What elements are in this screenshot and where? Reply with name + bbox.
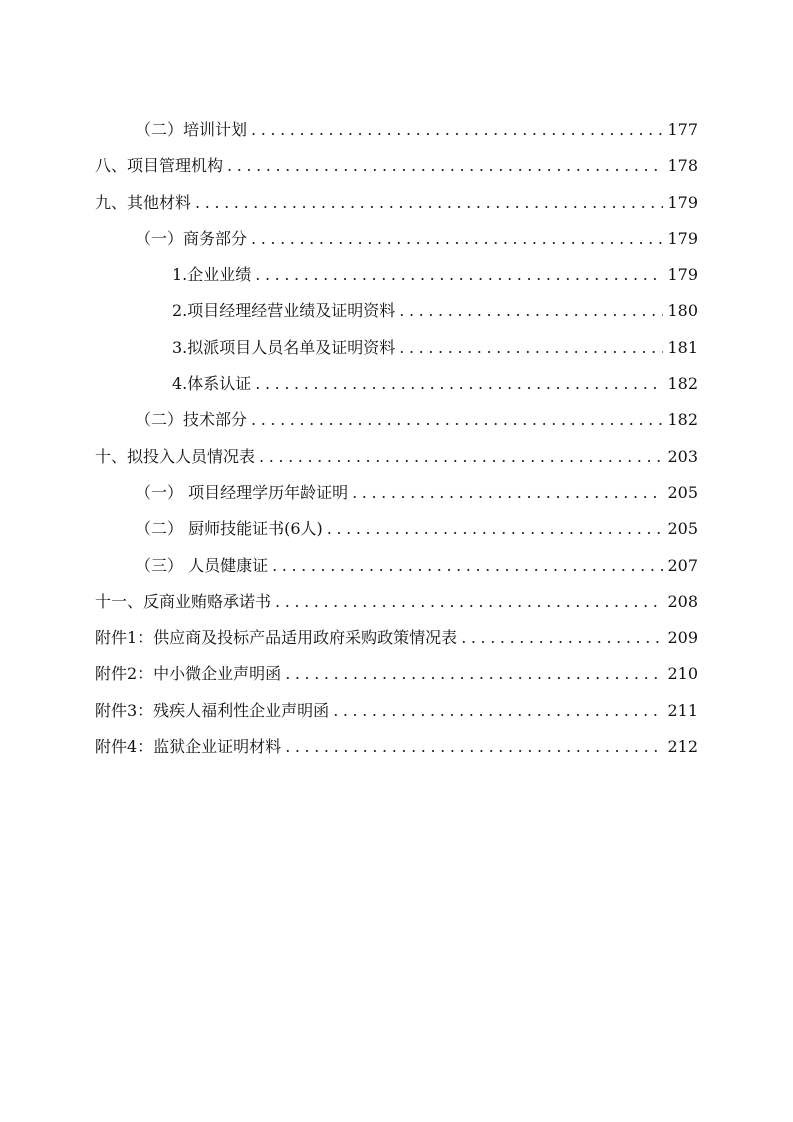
toc-entry-page: 182: [667, 410, 698, 430]
toc-entry-page: 179: [667, 192, 698, 212]
toc-entry[interactable]: [95, 445, 698, 481]
toc-entry-page: 179: [667, 265, 698, 285]
toc-leader-dots: [227, 154, 663, 178]
toc-entry[interactable]: [95, 227, 698, 263]
toc-entry-title: （一） 项目经理学历年龄证明: [135, 482, 349, 502]
toc-leader-dots: [272, 554, 663, 578]
toc-entry-title: 4.体系认证: [172, 374, 252, 394]
toc-entry-page: 210: [667, 664, 698, 684]
toc-entry[interactable]: [95, 263, 698, 299]
toc-entry[interactable]: [95, 481, 698, 517]
toc-entry-title: （二）培训计划: [135, 120, 248, 139]
toc-leader-dots: [259, 445, 663, 469]
toc-entry-page: 211: [667, 700, 698, 720]
toc-leader-dots: [285, 662, 663, 686]
toc-leader-dots: [251, 408, 663, 432]
toc-entry-page: 205: [667, 519, 698, 539]
toc-entry-title: 3.拟派项目人员名单及证明资料: [172, 337, 396, 357]
toc-leader-dots: [251, 227, 663, 251]
toc-entry-page: 205: [667, 482, 698, 502]
toc-entry-page: 177: [667, 120, 698, 139]
toc-entry[interactable]: [95, 191, 698, 227]
toc-entry-title: 十、拟投入人员情况表: [95, 446, 256, 466]
toc-entry-title: （三） 人员健康证: [135, 555, 269, 575]
toc-entry-title: 八、项目管理机构: [95, 156, 224, 176]
toc-leader-dots: [251, 118, 663, 142]
toc-leader-dots: [461, 626, 663, 650]
toc-entry[interactable]: [95, 154, 698, 190]
toc-entry-title: （二）技术部分: [135, 410, 248, 430]
toc-entry[interactable]: [95, 299, 698, 335]
toc-entry[interactable]: [95, 118, 698, 154]
toc-entry-title: 1.企业业绩: [172, 265, 252, 285]
toc-entry-page: 181: [667, 337, 698, 357]
toc-entry-page: 179: [667, 228, 698, 248]
toc-entry-title: 2.项目经理经营业绩及证明资料: [172, 301, 396, 321]
toc-entry-title: 附件4：监狱企业证明材料: [95, 737, 282, 757]
toc-entry[interactable]: [95, 408, 698, 444]
toc-entry-page: 208: [667, 591, 698, 611]
toc-entry-page: 207: [667, 555, 698, 575]
toc-leader-dots: [285, 735, 663, 759]
toc-entry[interactable]: [95, 372, 698, 408]
toc-entry[interactable]: [95, 735, 698, 771]
toc-entry[interactable]: [95, 517, 698, 553]
toc-entry[interactable]: [95, 699, 698, 735]
table-of-contents: [95, 118, 698, 771]
toc-entry-title: （一）商务部分: [135, 228, 248, 248]
toc-leader-dots: [399, 299, 663, 323]
toc-entry-page: 203: [667, 446, 698, 466]
toc-entry[interactable]: [95, 590, 698, 626]
toc-entry-page: 180: [667, 301, 698, 321]
toc-entry-title: 附件3：残疾人福利性企业声明函: [95, 700, 330, 720]
toc-entry-page: 178: [667, 156, 698, 176]
toc-leader-dots: [255, 372, 663, 396]
toc-leader-dots: [327, 517, 664, 541]
toc-entry[interactable]: [95, 554, 698, 590]
toc-entry[interactable]: [95, 662, 698, 698]
toc-entry[interactable]: [95, 626, 698, 662]
toc-entry-page: 212: [667, 737, 698, 757]
toc-leader-dots: [399, 336, 663, 360]
toc-entry-title: 附件1：供应商及投标产品适用政府采购政策情况表: [95, 628, 458, 648]
toc-leader-dots: [275, 590, 663, 614]
toc-leader-dots: [352, 481, 663, 505]
toc-entry-page: 209: [667, 628, 698, 648]
toc-entry-title: （二） 厨师技能证书(6人): [135, 519, 323, 539]
toc-entry-title: 十一、反商业贿赂承诺书: [95, 591, 272, 611]
toc-leader-dots: [195, 191, 663, 215]
toc-entry-title: 九、其他材料: [95, 192, 192, 212]
toc-leader-dots: [333, 699, 663, 723]
toc-entry-page: 182: [667, 374, 698, 394]
toc-entry[interactable]: [95, 336, 698, 372]
toc-entry-title: 附件2：中小微企业声明函: [95, 664, 282, 684]
toc-leader-dots: [255, 263, 663, 287]
